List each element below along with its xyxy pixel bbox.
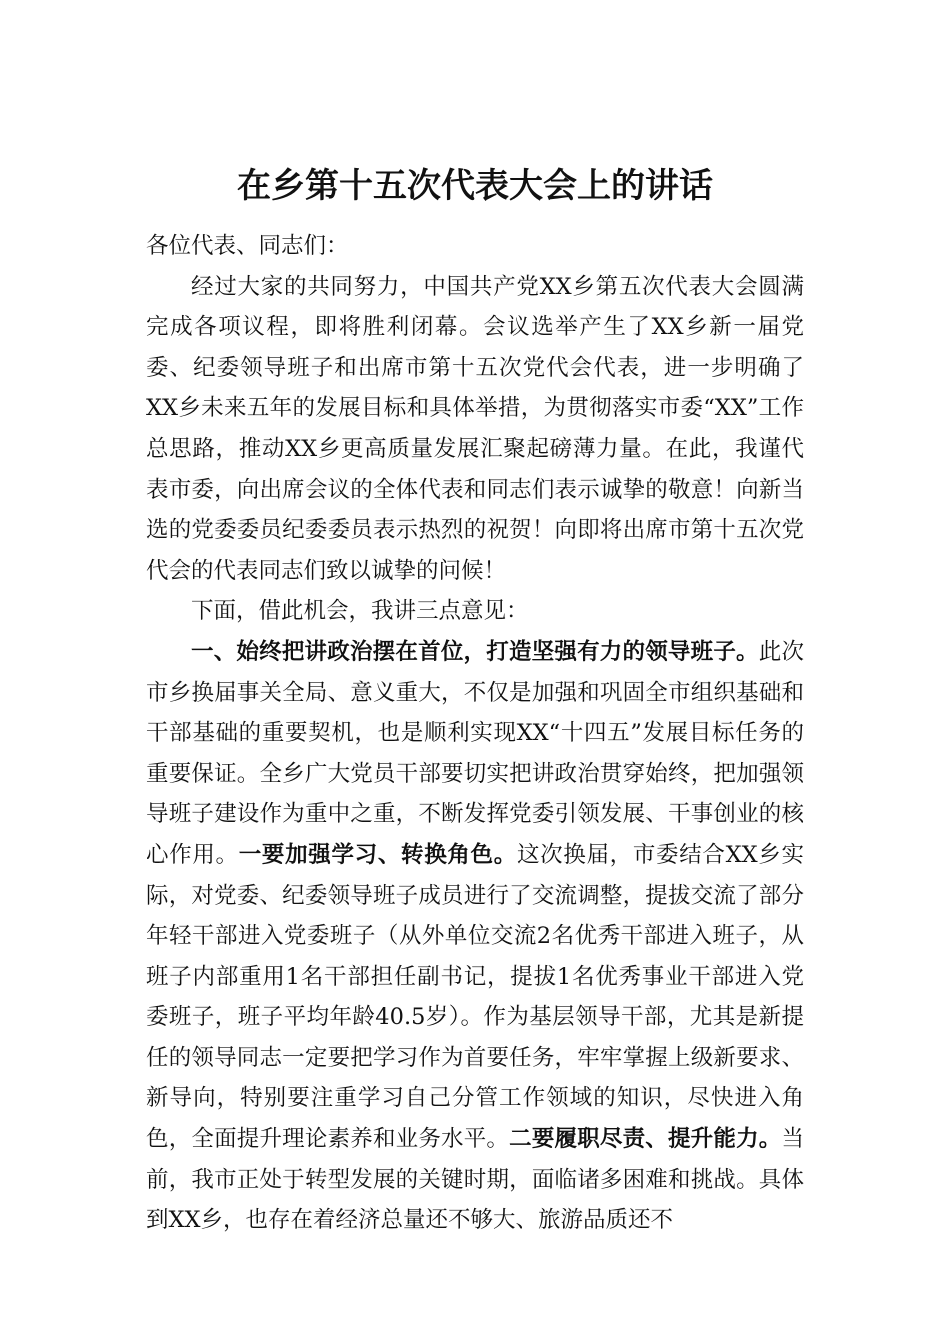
paragraph-opening: 经过大家的共同努力，中国共产党XX乡第五次代表大会圆满完成各项议程，即将胜利闭幕。会议选举产生了XX乡新一届党委、纪委领导班子和出席市第十五次党代会代表，进一步明确了XX乡未来五年的发展目标和具体举措，为贯彻落实市委“XX”工作总思路，推动XX乡更高质量发展汇聚起磅薄力量。在此，我谨代表市委，向出席会议的全体代表和同志们表示诚挚的敬意！向新当选的党委委员纪委委员表示热烈的祝贺！向即将出席市第十五次党代会的代表同志们致以诚挚的问候！ — [146, 273, 804, 584]
salutation: 各位代表、同志们： — [146, 233, 349, 259]
paragraph-section-one — [146, 632, 804, 1241]
document-body — [146, 226, 804, 1241]
paragraph-intro: 下面，借此机会，我讲三点意见： — [191, 598, 529, 625]
section-one-text: 此次市乡换届事关全局、意义重大，不仅是加强和巩固全市组织基础和干部基础的重要契机，也是顺利实现XX“十四五”发展目标任务的重要保证。全乡广大党员干部要切实把讲政治贯穿始终，把加强领导班子建设作为重中之重，不断发挥党委引领发展、干事创业的核心作用。 — [146, 638, 804, 868]
section-one-heading: 一、始终把讲政治摆在首位，打造坚强有力的领导班子。 — [191, 638, 759, 665]
point-two-heading: 二要履职尽责、提升能力。 — [509, 1126, 782, 1153]
point-one-heading: 一要加强学习、转换角色。 — [238, 841, 517, 868]
point-two-text: 当前，我市正处于转型发展的关键时期，面临诸多困难和挑战。具体到XX乡，也存在着经济总量还不够大、旅游品质还不 — [146, 1126, 804, 1234]
point-one-text: 这次换届，市委结合XX乡实际，对党委、纪委领导班子成员进行了交流调整，提拔交流了部分年轻干部进入党委班子（从外单位交流2名优秀干部进入班子，从班子内部重用1名干部担任副书记，提拔1名优秀事业干部进入党委班子，班子平均年龄40.5岁）。作为基层领导干部，尤其是新提任的领导同志一定要把学习作为首要任务，牢牢掌握上级新要求、新导向，特别要注重学习自己分管工作领域的知识，尽快进入角色，全面提升理论素养和业务水平。 — [146, 841, 804, 1153]
document-title: 在乡第十五次代表大会上的讲话 — [237, 166, 713, 206]
